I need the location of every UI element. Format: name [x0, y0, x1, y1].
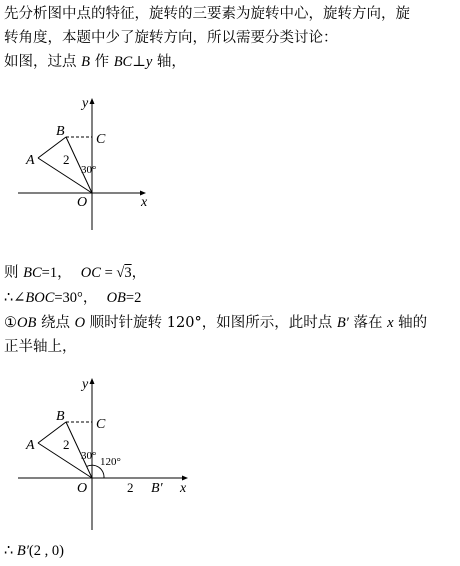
y-axis-arrow [90, 98, 95, 104]
label-a: A [26, 438, 35, 453]
label-b: B [56, 409, 65, 424]
text-seg: =30°， [54, 290, 98, 306]
label-x: x [141, 195, 148, 210]
label-a: A [26, 153, 35, 168]
text-seg: 顺时针旋转 120°，如图所示，此时点 [85, 315, 337, 331]
label-x-tick-2: 2 [127, 480, 134, 495]
intro-line-1: 先分析图中点的特征，旋转的三要素为旋转中心，旋转方向，旋 [4, 6, 410, 22]
text-seg: 轴的 [393, 315, 428, 331]
perp-symbol: ⊥ [132, 54, 146, 70]
label-ob-length: 2 [63, 152, 70, 167]
label-ob-length: 2 [63, 437, 70, 452]
figure-1 [0, 90, 190, 230]
conclusion-line [4, 541, 64, 561]
label-c: C [96, 417, 106, 432]
label-y: y [82, 377, 89, 392]
text-seg: = [100, 265, 117, 281]
y-axis-ref: y [145, 54, 153, 70]
label-o: O [77, 481, 88, 496]
text-seg: =2 [125, 290, 142, 306]
figure-2 [0, 372, 200, 532]
segment-ab [38, 422, 66, 443]
label-y: y [82, 96, 89, 111]
segment-oc-ref: OC [80, 265, 101, 281]
point-b-ref: B [81, 54, 90, 70]
sqrt-symbol: √ [116, 265, 125, 281]
label-x: x [180, 481, 187, 496]
coordinates: (2 , 0) [28, 543, 64, 559]
label-bprime: B′ [151, 481, 163, 496]
text-seg: ， [131, 265, 147, 281]
point-bprime-ref: B′ [16, 543, 29, 559]
construction-line [4, 52, 186, 72]
segment-ob-ref: OB [106, 290, 126, 306]
label-o: O [77, 195, 88, 210]
label-c: C [96, 132, 106, 147]
label-b: B [56, 124, 65, 139]
segment-ob-ref: OB [17, 315, 37, 331]
angle-boc-ref: BOC [25, 290, 55, 306]
lengths-line [4, 263, 146, 283]
segment-bc-ref: BC [113, 54, 133, 70]
case-1-line-2: 正半轴上， [4, 339, 77, 355]
intro-line-2: 转角度，本题中少了旋转方向，所以需要分类讨论： [4, 30, 338, 46]
label-angle-120: 120° [100, 456, 121, 468]
segment-ab [38, 137, 66, 158]
y-axis-arrow [90, 378, 95, 384]
point-o-ref: O [74, 315, 86, 331]
text-seg: 落在 [348, 315, 388, 331]
text-seg: 绕点 [36, 315, 75, 331]
segment-bc-ref: BC [23, 265, 42, 281]
case-marker: ① [4, 315, 17, 331]
sqrt-radicand: 3 [124, 265, 132, 281]
label-angle-30: 30° [81, 450, 97, 462]
therefore-angle: ∴∠ [4, 290, 26, 306]
text-seg: 轴， [152, 54, 186, 70]
point-bprime-ref: B′ [336, 315, 349, 331]
text-seg: =1， [41, 265, 72, 281]
case-1-line [4, 313, 427, 333]
text-seg: 作 [89, 54, 114, 70]
therefore-symbol: ∴ [4, 543, 17, 559]
angle-line [4, 288, 141, 308]
text-seg: 如图，过点 [4, 54, 82, 70]
label-angle-30: 30° [81, 164, 97, 176]
text-seg: 则 [4, 265, 24, 281]
x-axis-arrow [182, 476, 188, 481]
x-axis-ref: x [387, 315, 394, 331]
